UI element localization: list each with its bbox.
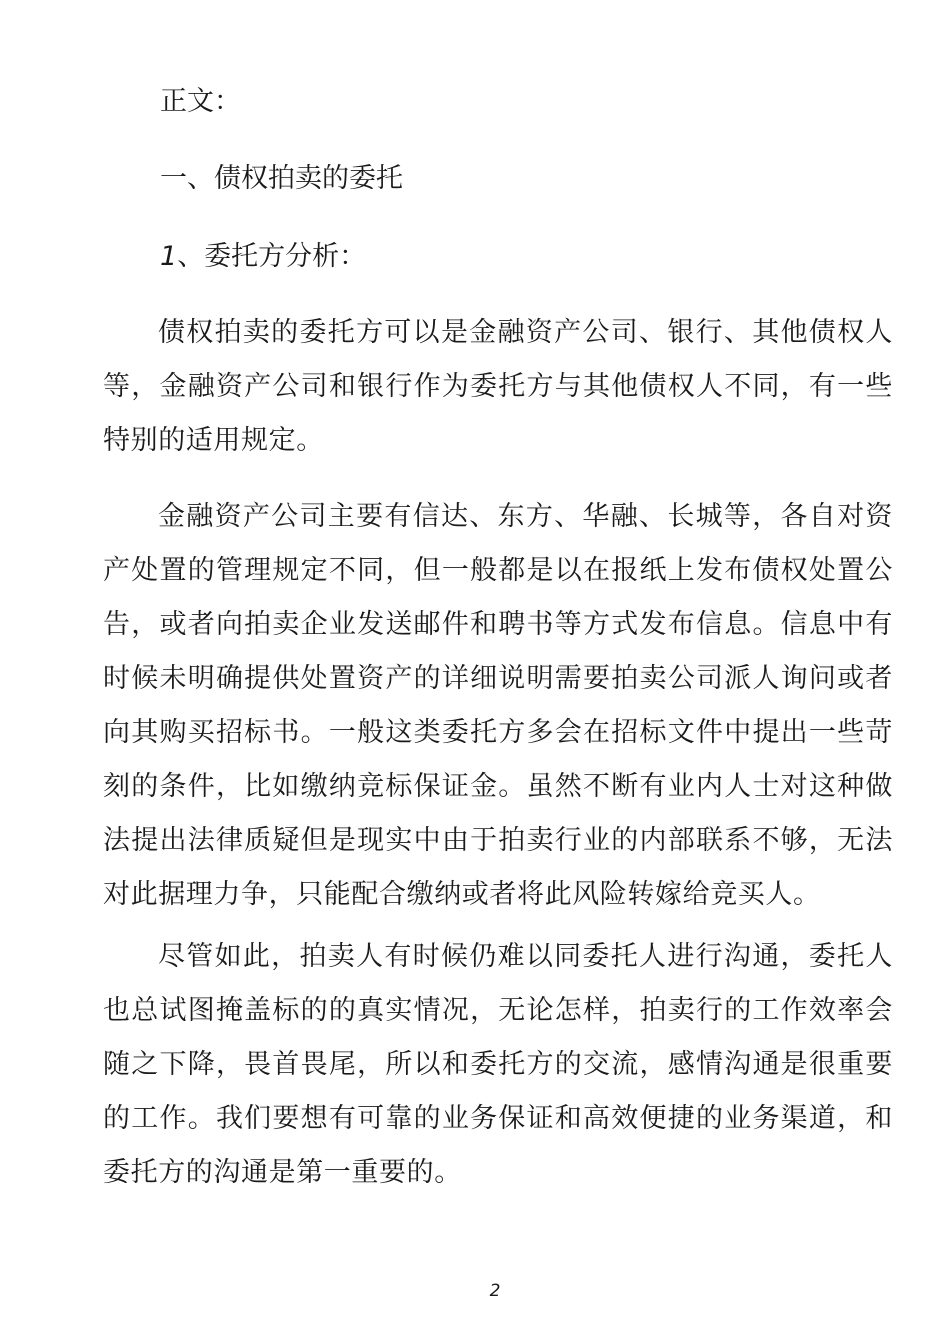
section-title: 一、债权拍卖的委托 (160, 163, 403, 194)
paragraph-entrustor-overview: 债权拍卖的委托方可以是金融资产公司、银行、其他债权人等，金融资产公司和银行作为委托方与其他债权人不同，有一些特别的适用规定。 (103, 317, 893, 456)
subsection-heading (160, 240, 366, 274)
paragraph-communication: 尽管如此，拍卖人有时候仍难以同委托人进行沟通，委托人也总试图掩盖标的的真实情况，无论怎样，拍卖行的工作效率会随之下降，畏首畏尾，所以和委托方的交流，感情沟通是很重要的工作。我们要想有可靠的业务保证和高效便捷的业务渠道，和委托方的沟通是第一重要的。 (103, 941, 893, 1188)
page-number: 2 (489, 1281, 501, 1301)
paragraph-asset-management-companies: 金融资产公司主要有信达、东方、华融、长城等，各自对资产处置的管理规定不同，但一般都是以在报纸上发布债权处置公告，或者向拍卖企业发送邮件和聘书等方式发布信息。信息中有时候未明确提供处置资产的详细说明需要拍卖公司派人询问或者向其购买招标书。一般这类委托方多会在招标文件中提出一些苛刻的条件，比如缴纳竞标保证金。虽然不断有业内人士对这种做法提出法律质疑但是现实中由于拍卖行业的内部联系不够，无法对此据理力争，只能配合缴纳或者将此风险转嫁给竞买人。 (103, 501, 893, 910)
subsection-number: 1 (160, 241, 178, 272)
subsection-title: 、委托方分析： (177, 241, 367, 272)
body-label: 正文： (160, 86, 241, 117)
